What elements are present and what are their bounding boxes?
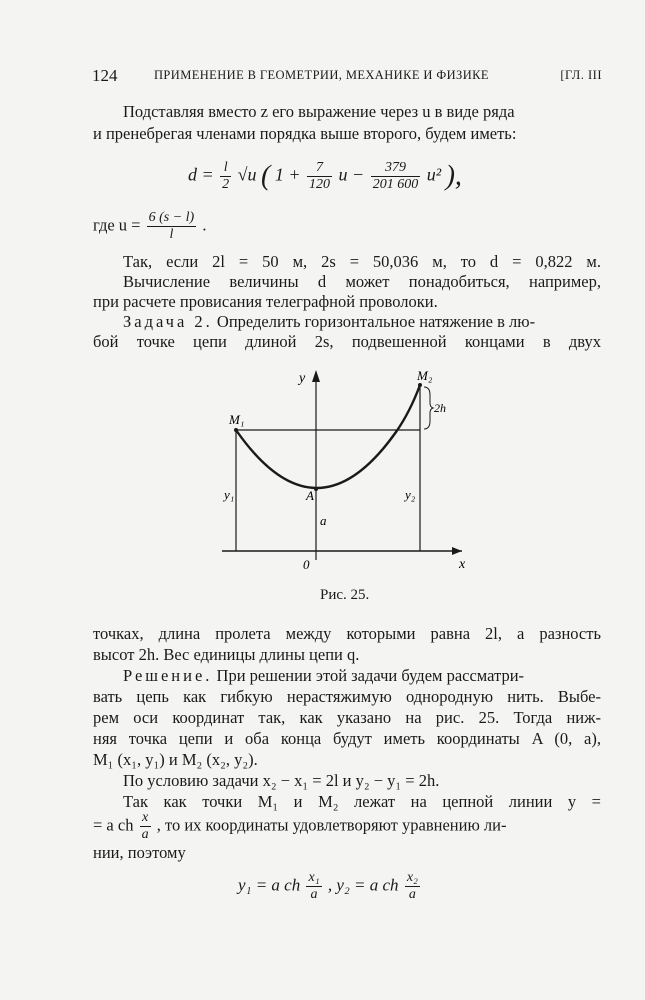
where-fraction: $\frac{6 (s - l)}{l}$ (148, 210, 195, 242)
label-2h: 2h (434, 401, 446, 415)
point-m2 (418, 383, 422, 387)
solution-text1: При решении этой задачи будем рассматри- (216, 666, 525, 685)
label-a-point: A (306, 488, 314, 503)
formula-d-coef1: $\frac{7}{120}$ (309, 160, 331, 192)
x-axis-arrow (452, 547, 462, 555)
solution-line3: рем оси координат так, как указано на рис. 25. Тогда ниж- (93, 708, 601, 727)
formula-y1: y₁ = a ch (238, 875, 301, 895)
point-m1 (234, 428, 238, 432)
solution-line4: няя точка цепи и оба конца будут иметь координаты A (0, a), (93, 729, 601, 748)
figure-caption: Рис. 25. (320, 587, 370, 603)
formula-y (238, 870, 422, 903)
task-text1: Определить горизонтальное натяжение в лю- (216, 312, 536, 331)
para4-line1: По условию задачи x₂ − x₁ = 2l и y₂ − y₁ = 2h. (123, 771, 440, 790)
label-m1: M₁ (229, 412, 245, 427)
catenary-curve (236, 385, 420, 488)
task-line2: бой точке цепи длиной 2s, подвешенной концами в двух (93, 332, 601, 351)
label-x-axis: x (459, 557, 466, 572)
formula-d-half: $\frac{l}{2}$ (222, 160, 230, 192)
label-y1: y₁ (224, 487, 235, 502)
para5-line3: нии, поэтому (93, 843, 186, 862)
solution-line1 (123, 666, 524, 686)
para1-line1: Подставляя вместо z его выражение через u в виде ряда (123, 102, 515, 121)
para2-line1: Так, если 2l = 50 м, 2s = 50,036 м, то d = 0,822 м. (123, 252, 601, 271)
para1-line2: и пренебрегая членами порядка выше второго, будем иметь: (93, 124, 517, 143)
formula-y1-fraction: $\frac{\text{x₁}}{a}$ (308, 870, 320, 902)
formula-y2-fraction: $\frac{\text{x₂}}{a}$ (406, 870, 418, 902)
label-y-axis: y (299, 371, 306, 386)
label-y2: y₂ (405, 487, 416, 502)
para2-line3: при расчете провисания телеграфной проволоки. (93, 292, 438, 311)
header-title: ПРИМЕНЕНИЕ В ГЕОМЕТРИИ, МЕХАНИКЕ И ФИЗИКЕ (154, 68, 489, 82)
solution-label: Решение. (123, 666, 213, 685)
formula-sep: , (327, 875, 333, 895)
para5-line2-pre: = a ch (93, 815, 134, 835)
para5-line2-post: , то их координаты удовлетворяют уравнению ли- (156, 815, 507, 835)
formula-d-open-paren: ( (261, 160, 271, 192)
formula-d-coef2: $\frac{379}{201 600}$ (372, 160, 419, 192)
point-a (314, 487, 318, 491)
para2-line2: Вычисление величины d может понадобиться, например, (123, 272, 601, 291)
formula-d-u2: u² (426, 164, 442, 185)
solution-line2: вать цепь как гибкую нерастяжимую однородную нить. Выбе- (93, 687, 601, 706)
formula-d-u1: u − (338, 164, 365, 185)
formula-y2: y₂ = a ch (336, 875, 399, 895)
formula-d-close-paren: ), (445, 160, 462, 192)
para3-line1: точках, длина пролета между которыми равна 2l, а разность (93, 624, 601, 643)
para5-line1: Так как точки M₁ и M₂ лежат на цепной линии y = (123, 792, 601, 811)
para5-line2 (93, 810, 506, 843)
page-number: 124 (92, 66, 118, 85)
para5-fraction: $\frac{x}{a}$ (141, 810, 149, 842)
label-origin: 0 (303, 557, 310, 572)
para3-line2: высот 2h. Вес единицы длины цепи q. (93, 645, 360, 664)
chapter-label: [ГЛ. III (560, 68, 602, 82)
formula-d-root: √u (237, 164, 257, 185)
label-a-length: a (320, 513, 327, 528)
formula-d-lhs: d = (188, 164, 214, 185)
where-suffix: . (202, 215, 207, 235)
solution-line5: M₁ (x₁, y₁) и M₂ (x₂, y₂). (93, 750, 258, 769)
brace-2h (424, 387, 433, 429)
label-m2: M₂ (417, 368, 433, 383)
y-axis-arrow (312, 370, 320, 382)
where-prefix: где u = (93, 215, 141, 235)
task-label: Задача 2. (123, 312, 213, 331)
formula-d-one: 1 + (274, 164, 301, 185)
